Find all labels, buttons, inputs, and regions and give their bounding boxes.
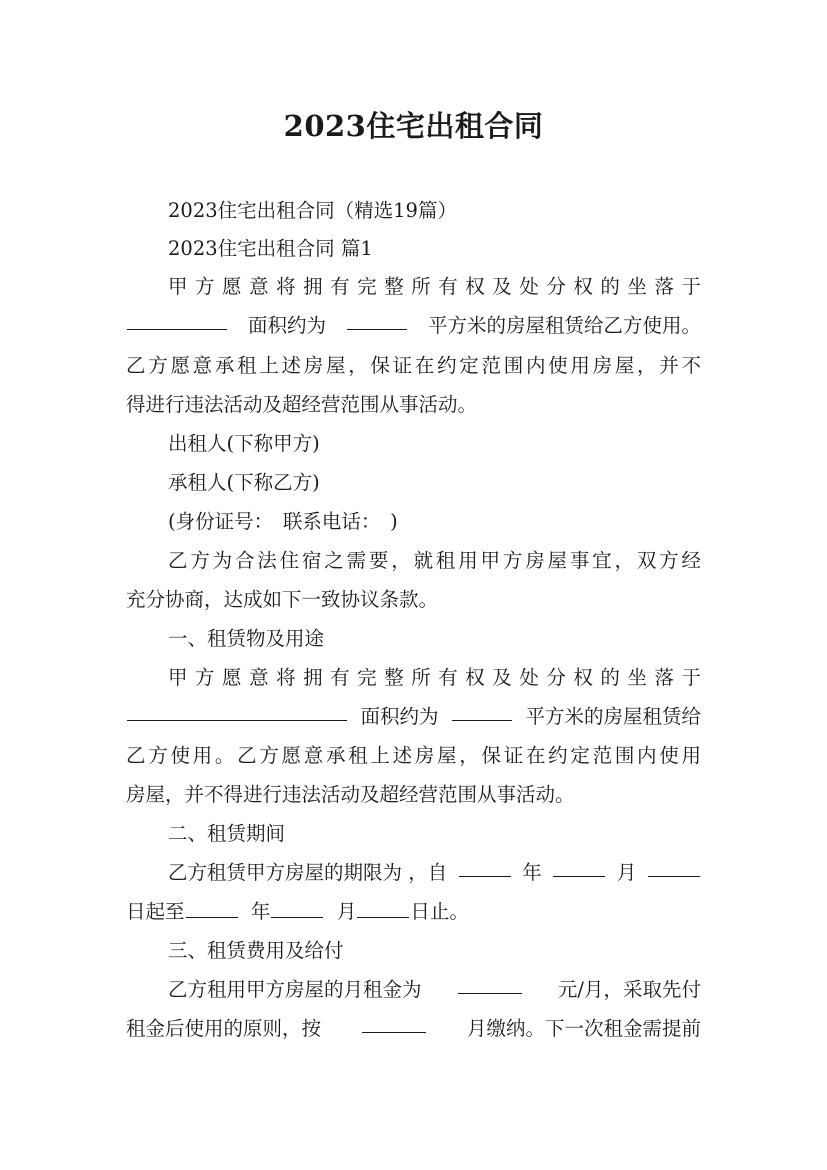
section-2-line-2 [126,893,469,931]
section-3-line-1 [168,971,701,1009]
year-label: 年 [250,900,271,923]
section-1-line-4: 房屋，并不得进行违法活动及超经营范围从事活动。 [126,783,575,806]
month-label: 月 [616,861,637,884]
payment-schedule-text: 月缴纳。下一次租金需提前 [466,1017,701,1040]
blank-end-month [271,895,323,918]
blank-end-year [186,895,238,918]
lessor-label: 出租人(下称甲方) [168,432,320,455]
monthly-rent-label: 乙方租用甲方房屋的月租金为 [168,978,422,1001]
blank-start-month [553,854,605,877]
year-label: 年 [522,861,542,884]
blank-location [127,307,227,330]
section-3-line-2 [126,1010,701,1048]
area-label: 面积约为 [247,314,326,337]
paragraph-2-line-2: 充分协商，达成如下一致协议条款。 [126,588,439,611]
document-subtitle: 2023住宅出租合同（精选19篇） [168,199,457,222]
section-2-line-1 [168,854,701,892]
blank-location [127,698,347,721]
section-1-heading: 一、租赁物及用途 [168,627,325,650]
chapter-heading: 2023住宅出租合同 篇1 [168,237,373,260]
section-1-line-3: 乙方使用。乙方愿意承租上述房屋，保证在约定范围内使用 [126,744,701,767]
section-1-line-1: 甲方愿意将拥有完整所有权及处分权的坐落于 [168,666,701,689]
section-2-heading: 二、租赁期间 [168,822,286,845]
blank-payment-months [362,1010,426,1033]
section-1-line-2 [126,698,701,736]
document-title: 2023住宅出租合同 [283,109,544,143]
blank-monthly-rent [458,971,522,994]
paragraph-2-line-1: 乙方为合法住宿之需要，就租用甲方房屋事宜，双方经 [168,549,701,572]
blank-start-year [459,854,511,877]
section-3-heading: 三、租赁费用及给付 [168,939,344,962]
blank-area [347,307,407,330]
rent-unit-text: 元/月，采取先付 [557,978,701,1001]
blank-end-day [357,895,409,918]
area-unit-text: 平方米的房屋租赁给 [525,705,701,728]
paragraph-1-line-1: 甲方愿意将拥有完整所有权及处分权的坐落于 [168,275,701,298]
blank-start-day [648,854,700,877]
paragraph-1-line-4: 得进行违法活动及超经营范围从事活动。 [126,393,478,416]
lease-term-text: 乙方租赁甲方房屋的期限为 ，自 [168,861,448,884]
month-label: 月 [336,900,357,923]
paragraph-1-line-2 [126,307,701,345]
paragraph-1-line-3: 乙方愿意承租上述房屋，保证在约定范围内使用房屋，并不 [126,354,701,377]
lessee-label: 承租人(下称乙方) [168,471,320,494]
payment-principle-text: 租金后使用的原则，按 [126,1017,322,1040]
day-to-label: 日止。 [410,900,469,923]
blank-area [452,698,512,721]
area-unit-text: 平方米的房屋租赁给乙方使用。 [427,314,701,337]
day-from-label: 日起至 [126,900,185,923]
area-label: 面积约为 [360,705,439,728]
id-phone-line: (身份证号： 联系电话： ) [168,510,398,533]
